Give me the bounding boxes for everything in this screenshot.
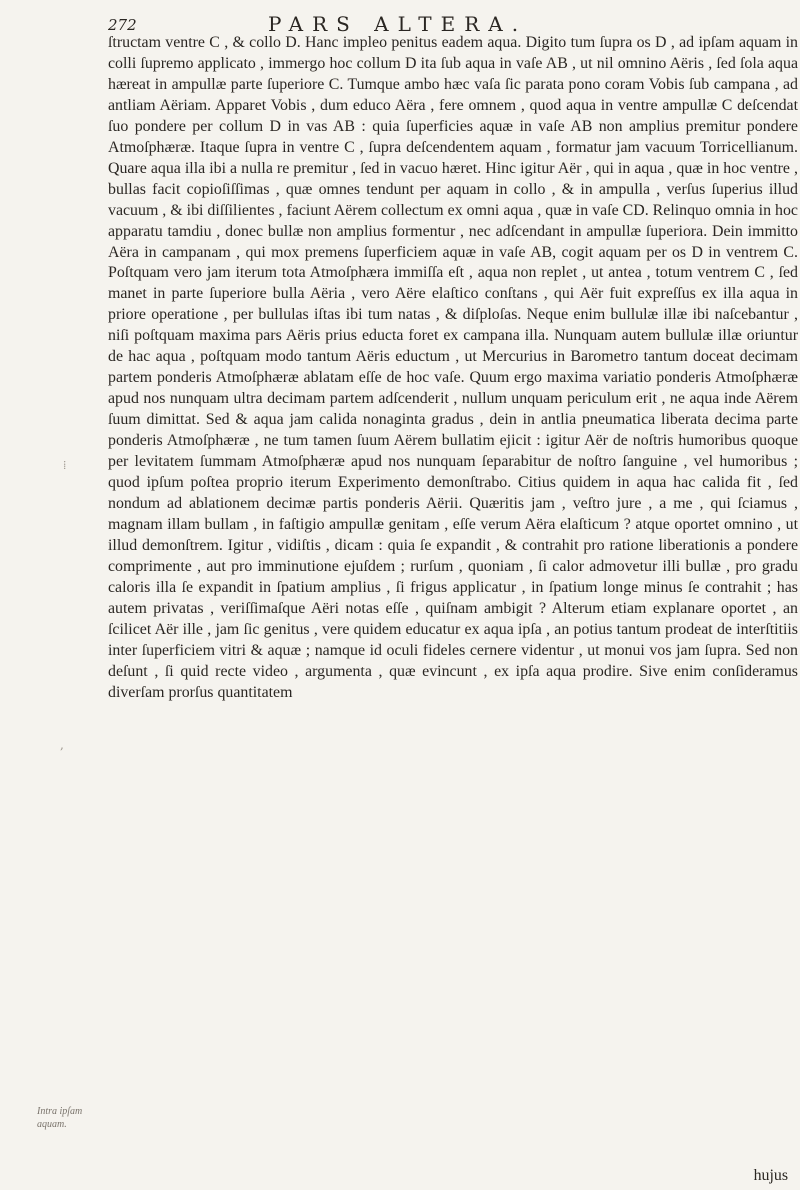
body-text: ſtructam ventre C , & collo D. Hanc impleo penitus eadem aqua. Digito tum ſupra os D , ad ipſam aquam in colli ſupremo applicato , immergo hoc collum D ita ſub aqua in vaſe AB , ut nil omnino Aëris , ſed ſola aqua hæreat in ampullæ parte ſuperiore C. Tumque ambo hæc vaſa ſic parata pono coram Vobis ſub campana , ad antliam Aëriam. Apparet Vobis , dum educo Aëra , fere omnem , quod aqua in ventre ampullæ C deſcendat ſuo pondere per collum D in vas AB : quia ſuperficies aquæ in vaſe AB non amplius premitur pondere Atmoſphæræ. Itaque ſupra in ventre C , ſupra deſcendentem aquam , formatur jam vacuum Torricellianum. Quare aqua illa ibi a nulla re premitur , ſed in vacuo hæret. Hinc igitur Aër , qui in aqua , quæ in hoc ventre , bullas facit copioſiſſimas , quæ omnes tendunt per aquam in collo , & in ampulla , verſus ſuperius illud vacuum , & ibi diſſilientes , faciunt Aërem collectum ex omni aqua , quæ in vaſe CD. Relinquo omnia in hoc apparatu tamdiu , donec bullæ non amplius formentur , nec adſcendant in ampullæ ſuperiora. Dein immitto Aëra in campanam , qui mox premens ſuperficiem aquæ in vaſe AB, cogit aquam per os D in ventrem C. Poſtquam vero jam iterum tota Atmoſphæra immiſſa eſt , aqua non replet , ut antea , totum ventrem C , ſed manet in parte ſuperiore bulla Aëria , vero Aëre elaſtico conſtans , qui Aër fuit expreſſus ex illa aqua in priore operatione , per bullulas iſtas ibi tum natas , & diſploſas. Neque enim bullulæ illæ ibi naſcebantur , niſi poſtquam maxima pars Aëris prius educta foret ex campana illa. Nunquam autem bullulæ illæ oriuntur de hac aqua , poſtquam modo tantum Aëris eductum , ut Mercurius in Barometro tantum doceat decimam partem ponderis Atmoſphæræ ablatam eſſe de hoc vaſe. Quum ergo maxima variatio ponderis Atmoſphæræ apud nos nunquam ultra decimam partem adſcenderit , nullum unquam periculum erit , ne aqua inde Aërem ſuum dimittat. Sed & aqua jam calida nonaginta gradus , dein in antlia pneumatica liberata decima parte ponderis Atmoſphæræ , ne tum tamen ſuum Aërem bullatim ejicit : igitur Aër de noſtris humoribus quoque per levitatem ſummam Atmoſphæræ apud nos nunquam ſeparabitur de noſtro ſanguine , vel humoribus ; quod ipſum poſtea proprio iterum Experimento demonſtrabo. Citius quidem in aqua hac calida fit , ſed nondum ad ablationem decimæ partis ponderis Aërii. Quæritis jam , veſtro jure , a me , qui ſciamus , magnam illam bullam , in faſtigio ampullæ genitam , eſſe verum Aëra elaſticum ? atque oportet omnino , ut illud demonſtrem. Igitur , vidiſtis , dicam : quia ſe expandit , & contrahit pro ratione liberationis a pondere comprimente , aut pro imminutione ejuſdem ; rurſum , quoniam , ſi calor admovetur illi bullæ , pro gradu caloris illa ſe expandit in ſpatium amplius , ſi frigus applicatur , in ſpatium longe minus ſe contrahit ; has autem privatas , veriſſimaſque Aëri notas eſſe , quiſnam ambigit ? Alterum etiam explanare oportet , an ſcilicet Aër ille , jam ſic genitus , vere quidem educatur ex aqua ipſa , an potius tantum prodeat de interſtitiis inter ſuperficiem vitri & aquæ ; namque id oculi fideles cernere videntur , ut monui vos jam ſupra. Sed non deſunt , ſi quid recte video , argumenta , quæ evincunt , ex ipſa aqua prodire. Sive enim conſideramus diverſam prorſus quantitatem [108,34,798,701]
margin-mark: , [60,738,64,752]
running-title: PARS ALTERA. [268,12,528,36]
margin-mark: ⁞ [63,458,67,472]
catchword: hujus [753,1167,788,1184]
page-number: 272 [108,16,137,34]
margin-note: Intra ipſam aquam. [37,1106,83,1130]
